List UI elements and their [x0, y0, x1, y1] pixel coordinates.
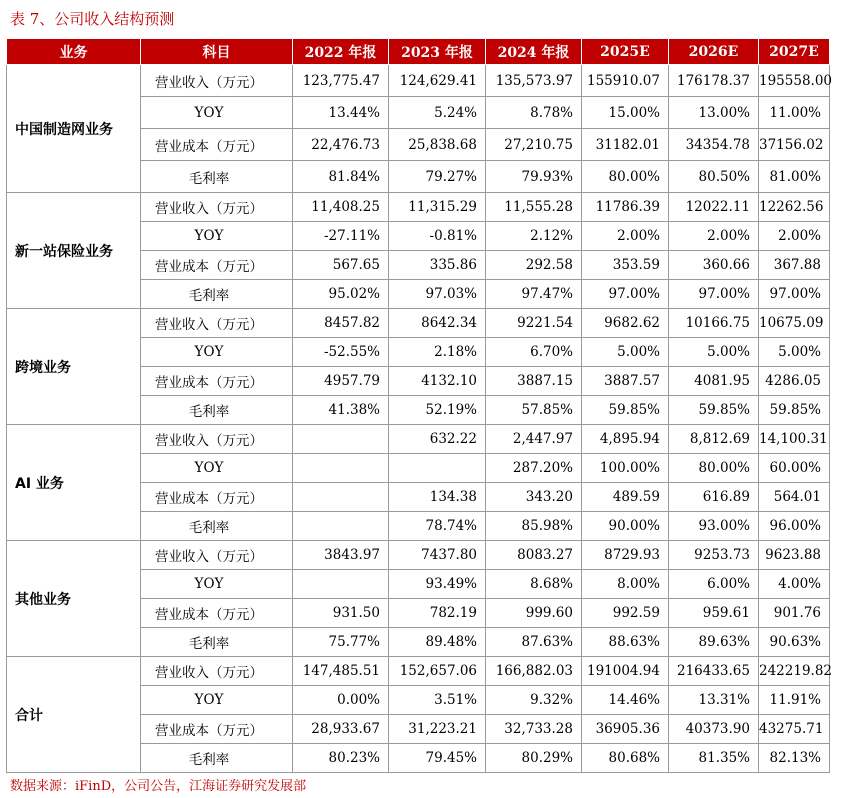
- metric-cell: [141, 599, 293, 628]
- value-cell: 155910.07: [582, 65, 669, 97]
- table-row: [7, 65, 830, 97]
- value-cell: 564.01: [759, 483, 830, 512]
- value-cell: 79.45%: [389, 744, 486, 773]
- value-cell: 59.85%: [759, 396, 830, 425]
- metric-cell: [141, 628, 293, 657]
- value-cell: 5.24%: [389, 97, 486, 129]
- col-header-2023: 2023 年报: [389, 39, 486, 65]
- value-cell: 992.59: [582, 599, 669, 628]
- metric-label: YOY: [194, 104, 224, 121]
- value-cell: 80.29%: [486, 744, 582, 773]
- metric-cell: [141, 715, 293, 744]
- value-cell: 10166.75: [669, 309, 759, 338]
- value-cell: 3843.97: [293, 541, 389, 570]
- value-cell: 2,447.97: [486, 425, 582, 454]
- metric-label: 营业成本（万元）: [155, 491, 263, 507]
- value-cell: 27,210.75: [486, 129, 582, 161]
- metric-cell: [141, 97, 293, 129]
- value-cell: 97.03%: [389, 280, 486, 309]
- metric-label: 营业收入（万元）: [155, 201, 263, 217]
- col-header-business: 业务: [7, 39, 141, 65]
- value-cell: 95.02%: [293, 280, 389, 309]
- value-cell: 4286.05: [759, 367, 830, 396]
- value-cell: 12022.11: [669, 193, 759, 222]
- table-row: [7, 193, 830, 222]
- value-cell: 80.00%: [669, 454, 759, 483]
- col-header-2025e: 2025E: [582, 39, 669, 65]
- col-header-2026e: 2026E: [669, 39, 759, 65]
- value-cell: 8.00%: [582, 570, 669, 599]
- col-header-2024: 2024 年报: [486, 39, 582, 65]
- source-note: 数据来源：iFinD，公司公告，江海证券研究发展部: [10, 779, 307, 794]
- value-cell: 13.00%: [669, 97, 759, 129]
- value-cell: 96.00%: [759, 512, 830, 541]
- metric-cell: [141, 483, 293, 512]
- value-cell: 97.47%: [486, 280, 582, 309]
- value-cell: 82.13%: [759, 744, 830, 773]
- value-cell: 632.22: [389, 425, 486, 454]
- value-cell: 80.23%: [293, 744, 389, 773]
- value-cell: 8457.82: [293, 309, 389, 338]
- value-cell: 2.00%: [669, 222, 759, 251]
- metric-cell: [141, 512, 293, 541]
- value-cell: [293, 570, 389, 599]
- metric-cell: [141, 129, 293, 161]
- metric-label: YOY: [194, 228, 224, 244]
- value-cell: 931.50: [293, 599, 389, 628]
- metric-cell: [141, 251, 293, 280]
- metric-cell: [141, 686, 293, 715]
- value-cell: 5.00%: [582, 338, 669, 367]
- value-cell: 176178.37: [669, 65, 759, 97]
- value-cell: 8,812.69: [669, 425, 759, 454]
- value-cell: 124,629.41: [389, 65, 486, 97]
- value-cell: 292.58: [486, 251, 582, 280]
- metric-label: YOY: [194, 460, 224, 476]
- value-cell: [293, 512, 389, 541]
- value-cell: 4.00%: [759, 570, 830, 599]
- metric-cell: [141, 570, 293, 599]
- value-cell: [293, 454, 389, 483]
- value-cell: -0.81%: [389, 222, 486, 251]
- value-cell: 97.00%: [582, 280, 669, 309]
- value-cell: 14,100.31: [759, 425, 830, 454]
- value-cell: 80.68%: [582, 744, 669, 773]
- value-cell: 100.00%: [582, 454, 669, 483]
- value-cell: 2.12%: [486, 222, 582, 251]
- metric-label: 毛利率: [188, 288, 230, 304]
- value-cell: 11.00%: [759, 97, 830, 129]
- metric-label: 营业收入（万元）: [155, 317, 263, 333]
- value-cell: 134.38: [389, 483, 486, 512]
- metric-label: YOY: [194, 692, 224, 708]
- value-cell: 11,315.29: [389, 193, 486, 222]
- metric-cell: [141, 657, 293, 686]
- value-cell: 3.51%: [389, 686, 486, 715]
- metric-cell: [141, 541, 293, 570]
- value-cell: 152,657.06: [389, 657, 486, 686]
- metric-cell: [141, 309, 293, 338]
- metric-label: 营业收入（万元）: [155, 665, 263, 681]
- metric-cell: [141, 222, 293, 251]
- value-cell: 79.27%: [389, 161, 486, 193]
- metric-label: 营业成本（万元）: [155, 375, 263, 391]
- value-cell: 15.00%: [582, 97, 669, 129]
- value-cell: 123,775.47: [293, 65, 389, 97]
- value-cell: 34354.78: [669, 129, 759, 161]
- value-cell: 79.93%: [486, 161, 582, 193]
- value-cell: 13.44%: [293, 97, 389, 129]
- table-row: [7, 541, 830, 570]
- value-cell: 191004.94: [582, 657, 669, 686]
- metric-label: 毛利率: [188, 636, 230, 652]
- value-cell: -27.11%: [293, 222, 389, 251]
- value-cell: 8.68%: [486, 570, 582, 599]
- table-row: [7, 657, 830, 686]
- value-cell: 147,485.51: [293, 657, 389, 686]
- value-cell: 343.20: [486, 483, 582, 512]
- value-cell: 9682.62: [582, 309, 669, 338]
- segment-name: 新一站保险业务: [7, 193, 141, 309]
- value-cell: 14.46%: [582, 686, 669, 715]
- value-cell: 9.32%: [486, 686, 582, 715]
- value-cell: 8.78%: [486, 97, 582, 129]
- value-cell: 242219.82: [759, 657, 830, 686]
- col-header-2022: 2022 年报: [293, 39, 389, 65]
- metric-cell: [141, 425, 293, 454]
- value-cell: 11,408.25: [293, 193, 389, 222]
- value-cell: 999.60: [486, 599, 582, 628]
- value-cell: 489.59: [582, 483, 669, 512]
- value-cell: [293, 425, 389, 454]
- metric-cell: [141, 161, 293, 193]
- value-cell: 9253.73: [669, 541, 759, 570]
- value-cell: 166,882.03: [486, 657, 582, 686]
- value-cell: [293, 483, 389, 512]
- value-cell: 5.00%: [669, 338, 759, 367]
- metric-label: 营业成本（万元）: [155, 723, 263, 739]
- value-cell: 11.91%: [759, 686, 830, 715]
- value-cell: 2.18%: [389, 338, 486, 367]
- value-cell: 216433.65: [669, 657, 759, 686]
- value-cell: 9623.88: [759, 541, 830, 570]
- value-cell: 32,733.28: [486, 715, 582, 744]
- value-cell: 37156.02: [759, 129, 830, 161]
- metric-label: YOY: [194, 344, 224, 360]
- value-cell: 4132.10: [389, 367, 486, 396]
- header-row: [7, 39, 830, 65]
- value-cell: 10675.09: [759, 309, 830, 338]
- value-cell: 52.19%: [389, 396, 486, 425]
- value-cell: 75.77%: [293, 628, 389, 657]
- metric-cell: [141, 454, 293, 483]
- value-cell: 97.00%: [669, 280, 759, 309]
- segment-name: 中国制造网业务: [7, 65, 141, 193]
- value-cell: 88.63%: [582, 628, 669, 657]
- value-cell: 4,895.94: [582, 425, 669, 454]
- metric-cell: [141, 280, 293, 309]
- value-cell: 80.50%: [669, 161, 759, 193]
- value-cell: 6.70%: [486, 338, 582, 367]
- value-cell: 89.48%: [389, 628, 486, 657]
- value-cell: 335.86: [389, 251, 486, 280]
- value-cell: 81.00%: [759, 161, 830, 193]
- value-cell: 7437.80: [389, 541, 486, 570]
- segment-name: 其他业务: [7, 541, 141, 657]
- value-cell: 8642.34: [389, 309, 486, 338]
- metric-label: 营业收入（万元）: [155, 433, 263, 449]
- value-cell: 87.63%: [486, 628, 582, 657]
- metric-cell: [141, 396, 293, 425]
- value-cell: 36905.36: [582, 715, 669, 744]
- col-header-2027e: 2027E: [759, 39, 830, 65]
- segment-name: 合计: [7, 657, 141, 773]
- value-cell: -52.55%: [293, 338, 389, 367]
- value-cell: 9221.54: [486, 309, 582, 338]
- table-title: 表 7、公司收入结构预测: [10, 10, 175, 28]
- metric-cell: [141, 367, 293, 396]
- value-cell: 616.89: [669, 483, 759, 512]
- value-cell: [389, 454, 486, 483]
- metric-label: 毛利率: [188, 404, 230, 420]
- value-cell: 40373.90: [669, 715, 759, 744]
- value-cell: 959.61: [669, 599, 759, 628]
- value-cell: 41.38%: [293, 396, 389, 425]
- value-cell: 8729.93: [582, 541, 669, 570]
- value-cell: 3887.15: [486, 367, 582, 396]
- value-cell: 12262.56: [759, 193, 830, 222]
- value-cell: 97.00%: [759, 280, 830, 309]
- value-cell: 2.00%: [582, 222, 669, 251]
- metric-label: YOY: [194, 576, 224, 592]
- value-cell: 4081.95: [669, 367, 759, 396]
- value-cell: 81.35%: [669, 744, 759, 773]
- value-cell: 90.00%: [582, 512, 669, 541]
- value-cell: 782.19: [389, 599, 486, 628]
- value-cell: 360.66: [669, 251, 759, 280]
- col-header-item: 科目: [141, 39, 293, 65]
- value-cell: 195558.00: [759, 65, 830, 97]
- metric-label: 营业成本（万元）: [155, 138, 263, 155]
- metric-label: 营业收入（万元）: [155, 74, 263, 91]
- metric-label: 营业收入（万元）: [155, 549, 263, 565]
- metric-label: 营业成本（万元）: [155, 259, 263, 275]
- metric-cell: [141, 65, 293, 97]
- value-cell: 80.00%: [582, 161, 669, 193]
- metric-label: 毛利率: [188, 752, 230, 768]
- table-row: [7, 309, 830, 338]
- value-cell: 43275.71: [759, 715, 830, 744]
- value-cell: 901.76: [759, 599, 830, 628]
- revenue-structure-table: [6, 38, 833, 773]
- value-cell: 60.00%: [759, 454, 830, 483]
- value-cell: 3887.57: [582, 367, 669, 396]
- metric-cell: [141, 338, 293, 367]
- value-cell: 353.59: [582, 251, 669, 280]
- value-cell: 89.63%: [669, 628, 759, 657]
- value-cell: 57.85%: [486, 396, 582, 425]
- value-cell: 31182.01: [582, 129, 669, 161]
- value-cell: 25,838.68: [389, 129, 486, 161]
- value-cell: 13.31%: [669, 686, 759, 715]
- value-cell: 4957.79: [293, 367, 389, 396]
- metric-cell: [141, 744, 293, 773]
- value-cell: 90.63%: [759, 628, 830, 657]
- metric-label: 营业成本（万元）: [155, 607, 263, 623]
- value-cell: 287.20%: [486, 454, 582, 483]
- value-cell: 5.00%: [759, 338, 830, 367]
- metric-cell: [141, 193, 293, 222]
- segment-name: 跨境业务: [7, 309, 141, 425]
- value-cell: 11786.39: [582, 193, 669, 222]
- value-cell: 8083.27: [486, 541, 582, 570]
- value-cell: 367.88: [759, 251, 830, 280]
- metric-label: 毛利率: [188, 520, 230, 536]
- value-cell: 31,223.21: [389, 715, 486, 744]
- value-cell: 59.85%: [669, 396, 759, 425]
- value-cell: 93.00%: [669, 512, 759, 541]
- value-cell: 2.00%: [759, 222, 830, 251]
- value-cell: 0.00%: [293, 686, 389, 715]
- metric-label: 毛利率: [188, 170, 230, 187]
- value-cell: 28,933.67: [293, 715, 389, 744]
- table-body: [7, 65, 833, 773]
- table-row: [7, 425, 830, 454]
- value-cell: 85.98%: [486, 512, 582, 541]
- value-cell: 22,476.73: [293, 129, 389, 161]
- value-cell: 59.85%: [582, 396, 669, 425]
- value-cell: 78.74%: [389, 512, 486, 541]
- value-cell: 567.65: [293, 251, 389, 280]
- segment-name: AI 业务: [7, 425, 141, 541]
- value-cell: 81.84%: [293, 161, 389, 193]
- value-cell: 93.49%: [389, 570, 486, 599]
- value-cell: 6.00%: [669, 570, 759, 599]
- value-cell: 11,555.28: [486, 193, 582, 222]
- value-cell: 135,573.97: [486, 65, 582, 97]
